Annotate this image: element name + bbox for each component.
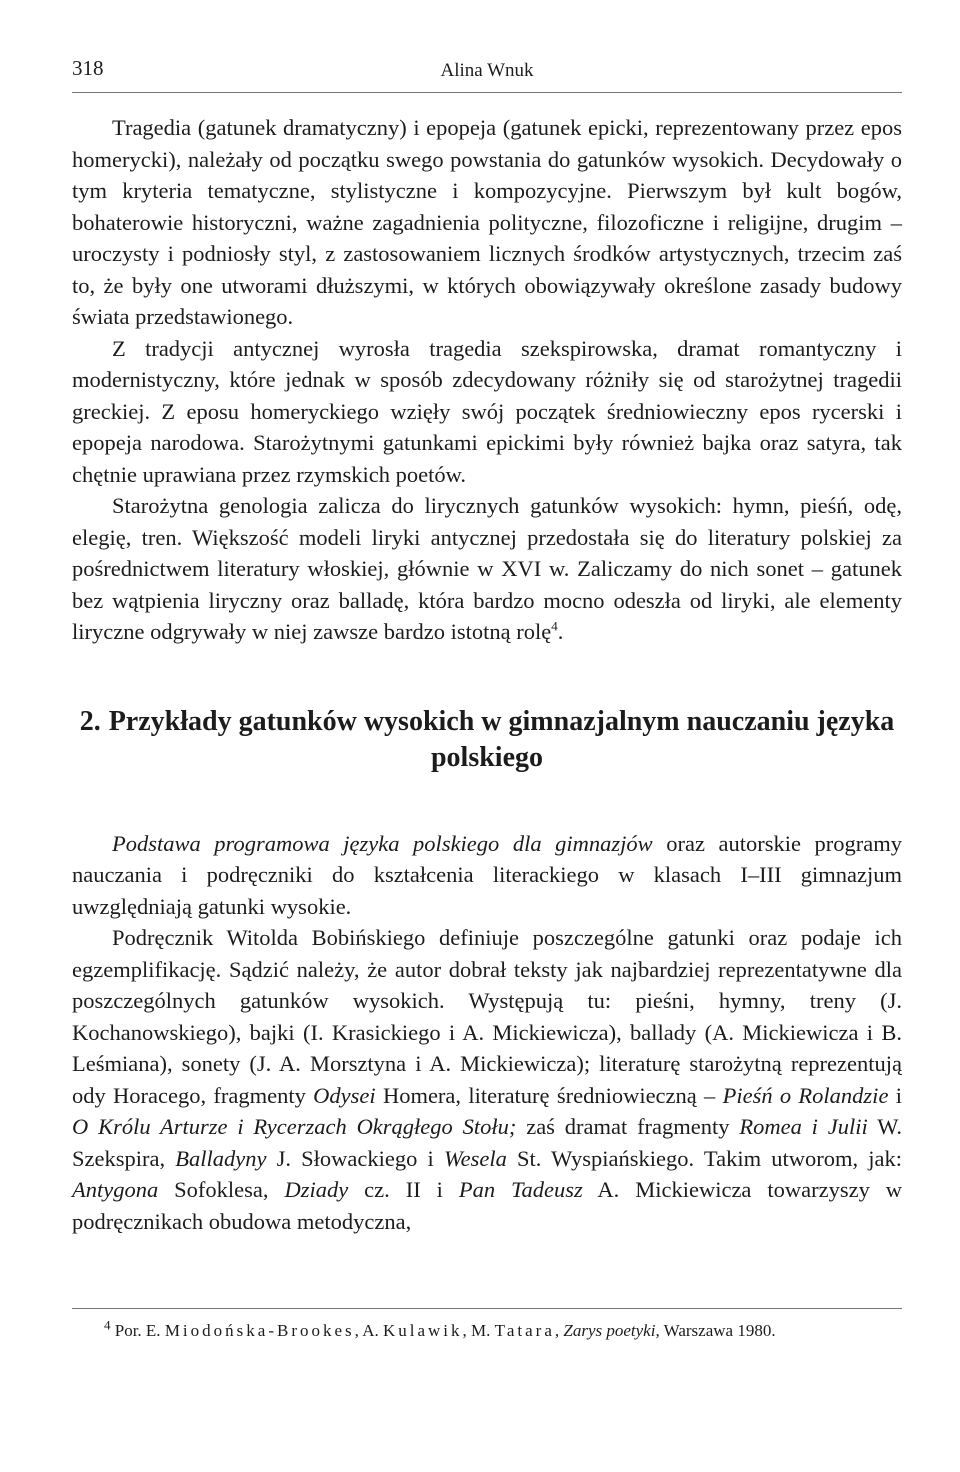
italic-title: Romea i Julii	[739, 1114, 868, 1139]
section-number: 2.	[79, 705, 101, 737]
italic-title: Odysei	[313, 1082, 376, 1108]
italic-title: O Królu Arturze i Rycerzach Okrągłego Stołu;	[72, 1114, 517, 1139]
section-title: Przykłady gatunków wysokich w gimnazjalnym nauczaniu języka polskiego	[108, 705, 895, 773]
paragraph-text: J. Słowackiego i	[266, 1145, 444, 1171]
section-heading	[72, 704, 902, 776]
running-head: Alina Wnuk	[440, 60, 534, 81]
paragraph-text: W. Szekspira,	[72, 1114, 902, 1171]
paragraph	[72, 922, 902, 1237]
italic-title: Dziady	[284, 1177, 349, 1202]
footnotes	[72, 1308, 902, 1343]
paragraph-text: zaś dramat fragmenty	[516, 1114, 740, 1139]
body-text	[72, 112, 902, 1237]
footnote-author: Tatara	[494, 1321, 555, 1340]
italic-title: Balladyny	[175, 1145, 267, 1171]
paragraph-text: A. Mickiewicza towarzyszy w podręcznikach obudowa metodyczna,	[72, 1177, 902, 1234]
paragraph: Z tradycji antycznej wyrosła tragedia szekspirowska, dramat romantyczny i modernistyczny, które jednak w sposób zdecydowany różniły się od starożytnej tragedii greckiej. Z eposu homeryckiego wzięły swój początek średniowieczny epos rycerski i epopeja narodowa. Starożytnymi gatunkami epickimi były również bajka oraz satyra, tak chętnie uprawiana przez rzymskich poetów.	[72, 335, 902, 487]
italic-title: Pieśń o Rolandzie	[722, 1082, 889, 1108]
paragraph-text: i	[888, 1082, 902, 1108]
footnote-text: ,	[554, 1321, 564, 1340]
footnote-marker: 4	[104, 1317, 111, 1333]
paragraph-text: Sofoklesa,	[158, 1177, 285, 1202]
page-number: 318	[72, 56, 104, 80]
italic-title: Podstawa programowa języka polskiego dla gimnazjów	[112, 830, 653, 856]
italic-title: Pan Tadeusz	[458, 1177, 583, 1202]
paragraph-text: Starożytna genologia zalicza do lirycznych gatunków wysokich: hymn, pieśń, odę, elegię, tren. Większość modeli liryki antycznej przedostała się do literatury polskiej za pośrednictwem literatury włoskiej, głównie w XVI w. Zaliczamy do nich sonet – gatunek bez wątpienia liryczny oraz balladę, która bardzo mocno odeszła od liryki, ale elementy liryczne odgrywały w niej zawsze bardzo istotną rolę	[72, 493, 902, 644]
paragraph-text: cz. II i	[348, 1177, 459, 1202]
footnote-text: Warszawa 1980.	[659, 1321, 776, 1340]
italic-title: Wesela	[443, 1145, 507, 1171]
footnote-text: Por. E.	[114, 1321, 165, 1340]
paragraph: Tragedia (gatunek dramatyczny) i epopeja (gatunek epicki, reprezentowany przez epos homerycki), należały od początku swego powstania do gatunków wysokich. Decydowały o tym kryteria tematyczne, stylistyczne i kompozycyjne. Pierwszym był kult bogów, bohaterowie historyczni, ważne zagadnienia polityczne, filozoficzne i religijne, drugim – uroczysty i podniosły styl, z zastosowaniem licznych środków artystycznych, trzecim zaś to, że były one utworami dłuższymi, w których obowiązywały określone zasady budowy świata przedstawionego.	[72, 115, 902, 329]
paragraph-text: Homera, literaturę średniowieczną –	[375, 1082, 723, 1108]
italic-title: Antygona	[72, 1177, 159, 1202]
paragraph-text: St. Wyspiańskiego. Takim utworom, jak:	[506, 1145, 902, 1171]
page-header	[72, 56, 902, 93]
footnote-author: Miodońska-Brookes	[164, 1321, 355, 1340]
footnote-title: Zarys poetyki,	[563, 1321, 660, 1340]
paragraph-text: oraz autorskie programy nauczania i podręczniki do kształcenia literackiego w klasach I–III gimnazjum uwzględniają gatunki wysokie.	[72, 830, 902, 919]
paragraph-text: Podręcznik Witolda Bobińskiego definiuje poszczególne gatunki oraz podaje ich egzemplifikację. Sądzić należy, że autor dobrał teksty jak najbardziej reprezentatywne dla poszczególnych gatunków wysokich. Występują tu: pieśni, hymny, treny (J. Kochanowskiego), bajki (I. Krasickiego i A. Mickiewicza), ballady (A. Mickiewicza i B. Leśmiana), sonety (J. A. Morsztyna i A. Mickiewicza); literaturę starożytną reprezentują ody Horacego, fragmenty	[72, 925, 902, 1108]
footnote-text: , A.	[354, 1321, 383, 1340]
paragraph: Starożytna genologia zalicza do lirycznych gatunków wysokich: hymn, pieśń, odę, elegię, tren. Większość modeli liryki antycznej przedostała się do literatury polskiej za pośrednictwem literatury włoskiej, głównie w XVI w. Zaliczamy do nich sonet – gatunek bez wątpienia liryczny oraz balladę, która bardzo mocno odeszła od liryki, ale elementy liryczne odgrywały w niej zawsze bardzo istotną rolę$^4$.	[72, 493, 902, 644]
paragraph	[72, 828, 902, 923]
footnote-author: Kulawik	[382, 1321, 463, 1340]
footnote-reference: 4	[551, 618, 558, 634]
footnote	[72, 1319, 902, 1343]
footnote-text: , M.	[462, 1321, 495, 1340]
